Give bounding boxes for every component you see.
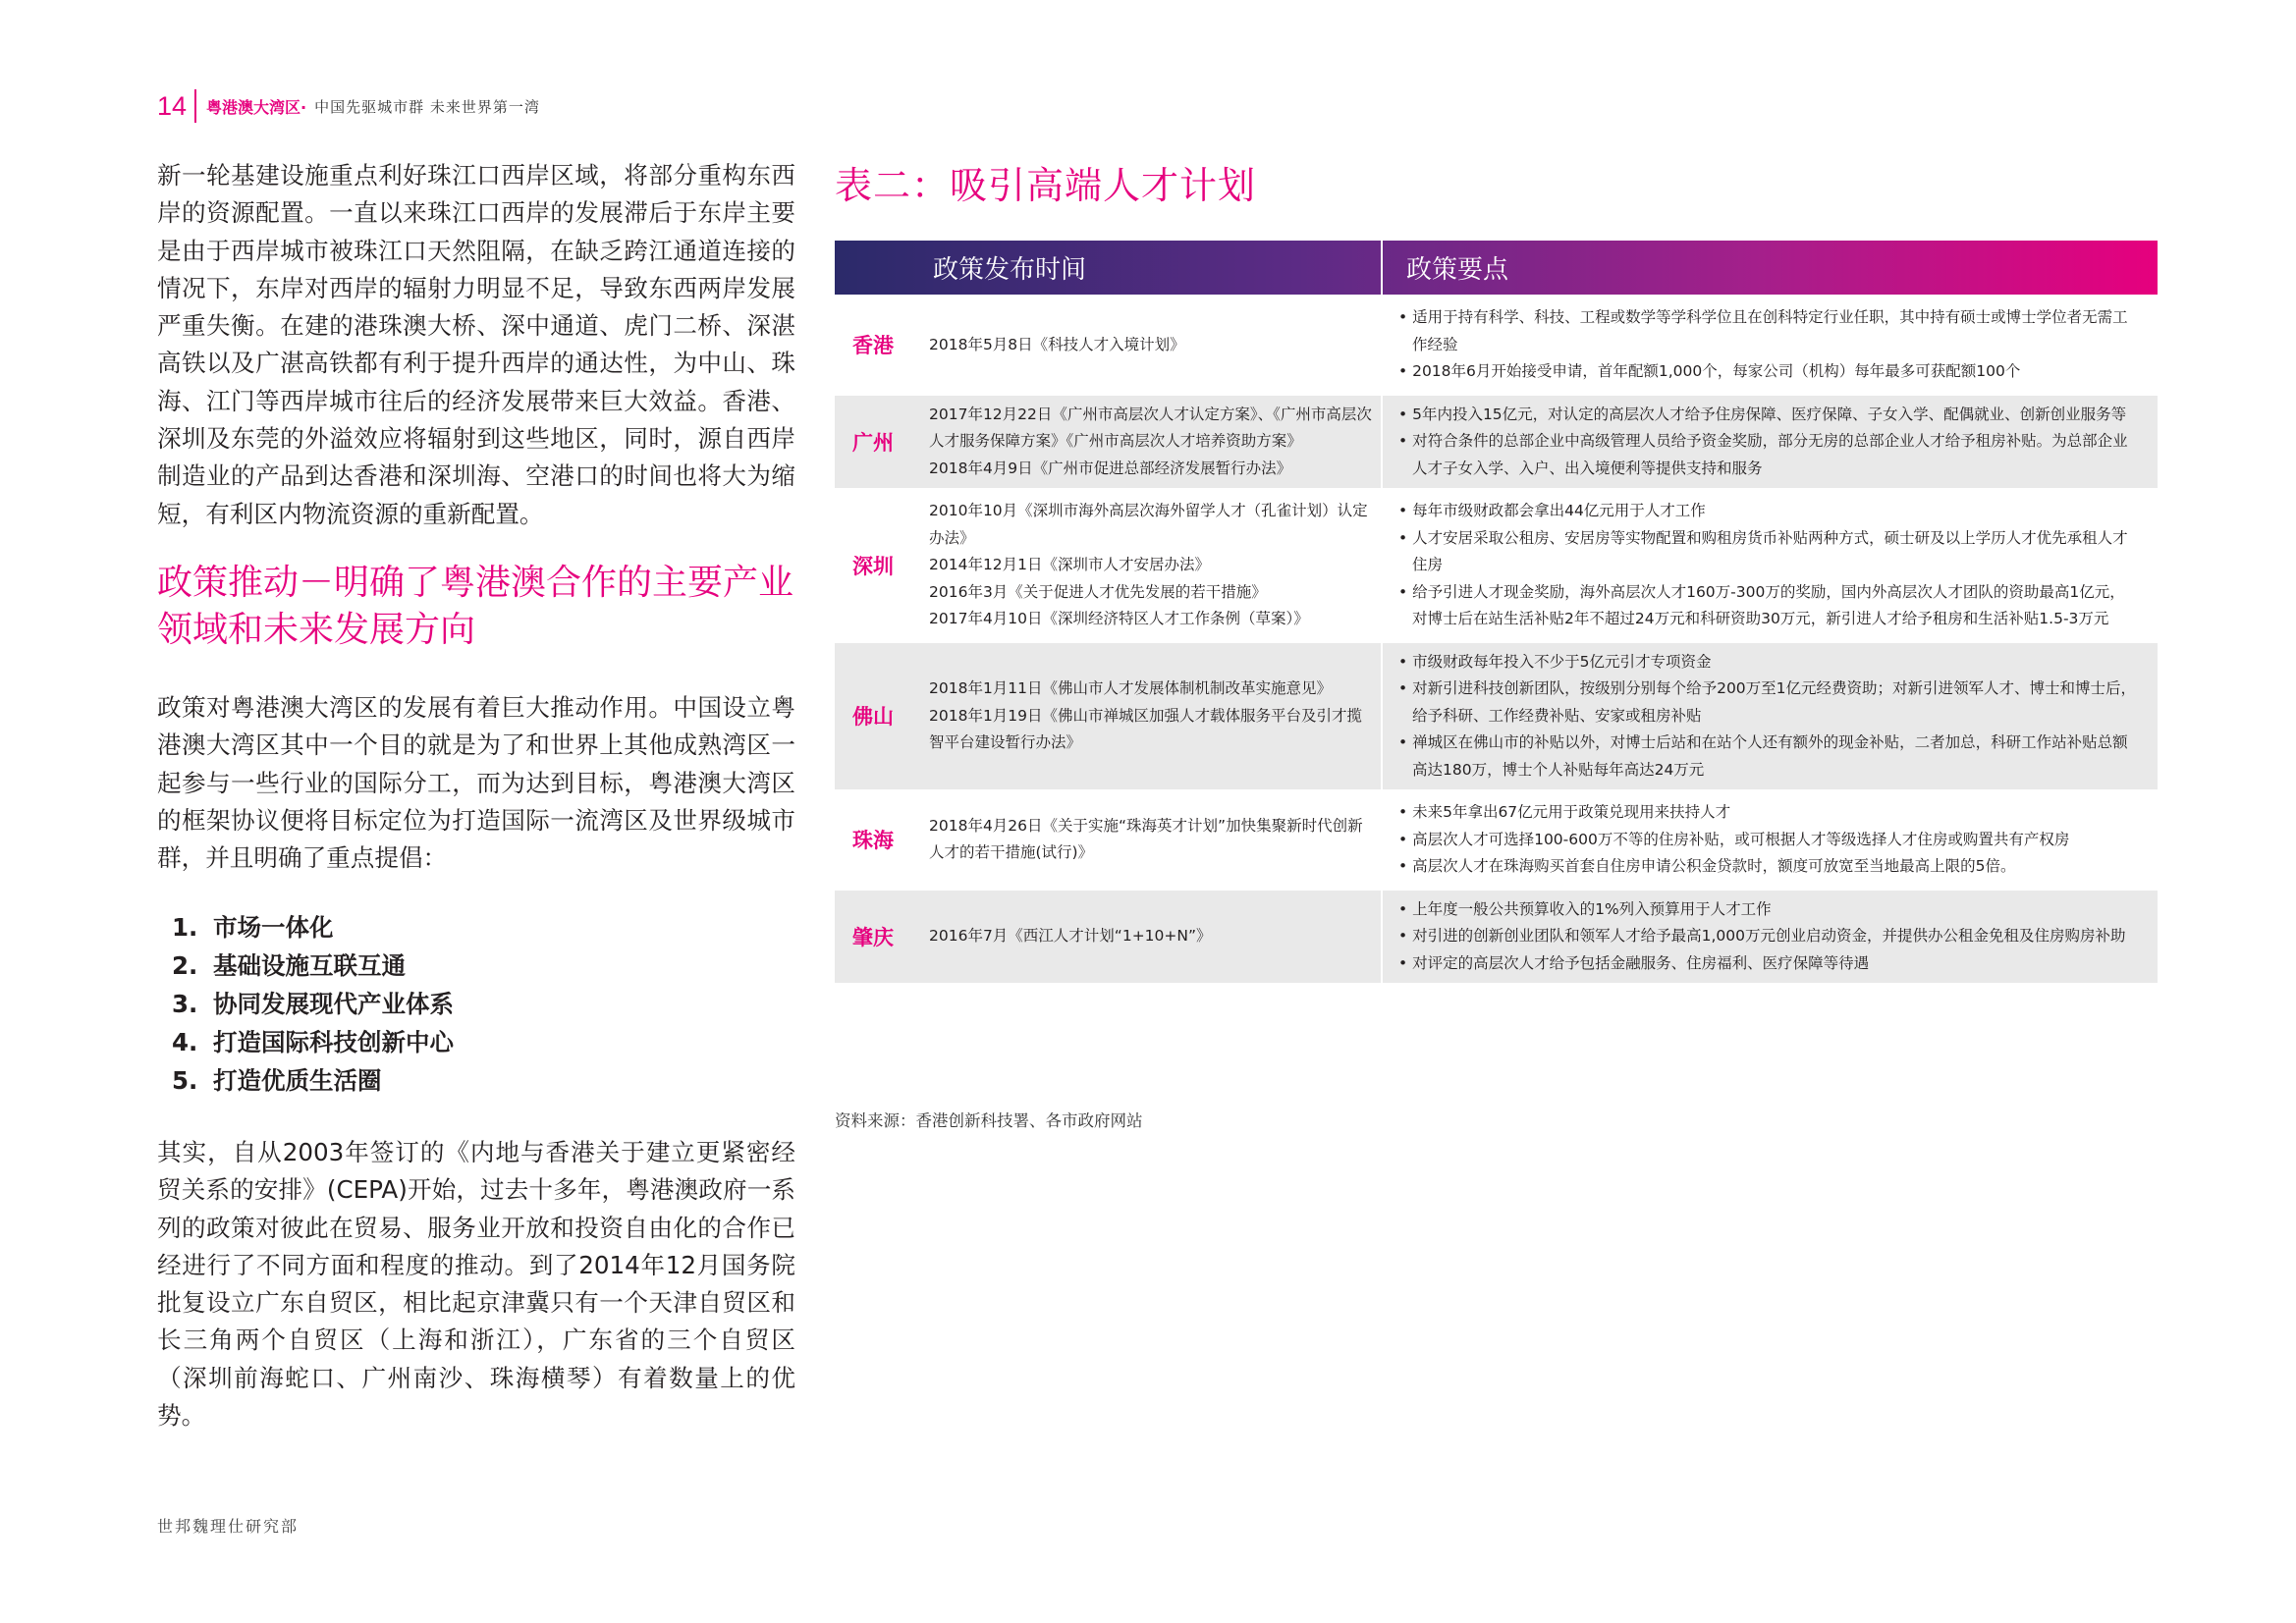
policy-point: • 高层次人才在珠海购买首套自住房申请公积金贷款时，额度可放宽至当地最高上限的5倍。: [1398, 853, 2138, 881]
footer-org: 世邦魏理仕研究部: [157, 1517, 300, 1536]
policy-point: • 对新引进科技创新团队，按级别分别每个给予200万至1亿元经费资助；对新引进领军人才、博士和博士后，给予科研、工作经费补贴、安家或租房补贴: [1398, 676, 2138, 730]
table-row: [835, 639, 2158, 790]
focus-item-number: 2.: [172, 951, 198, 980]
table-row: [835, 789, 2158, 887]
focus-item-text: 市场一体化: [213, 913, 334, 942]
policy-point: • 适用于持有科学、科技、工程或数学等学科学位且在创科特定行业任职，其中持有硕士或博士学位者无需工作经验: [1398, 304, 2138, 358]
policy-point: • 每年市级财政都会拿出44亿元用于人才工作: [1398, 498, 2138, 525]
table-header-row: [835, 241, 2158, 295]
focus-item: [172, 908, 454, 947]
policy-point: • 上年度一般公共预算收入的1%列入预算用于人才工作: [1398, 896, 2138, 924]
table-source: 资料来源：香港创新科技署、各市政府网站: [835, 1111, 1143, 1130]
policy-point: • 给予引进人才现金奖励，海外高层次人才160万-300万的奖励，国内外高层次人才团队的资助最高1亿元，对博士后在站生活补贴2年不超过24万元和科研资助30万元，新引进人才给予租房和生活补贴1.5-3万元: [1398, 579, 2138, 633]
city-name: 珠海: [852, 829, 894, 853]
focus-item: [172, 985, 454, 1023]
policy-point: • 市级财政每年投入不少于5亿元引才专项资金: [1398, 649, 2138, 676]
header-divider: [194, 89, 196, 123]
focus-item-text: 协同发展现代产业体系: [213, 990, 454, 1018]
page-header: [157, 86, 540, 126]
policy-points: [1383, 891, 2158, 984]
focus-item: [172, 1061, 454, 1100]
focus-item-number: 5.: [172, 1066, 198, 1095]
policy-paragraph: 政策对粤港澳大湾区的发展有着巨大推动作用。中国设立粤港澳大湾区其中一个目的就是为了和世界上其他成熟湾区一起参与一些行业的国际分工，而为达到目标，粤港澳大湾区的框架协议便将目标定位为打造国际一流湾区及世界级城市群，并且明确了重点提倡：: [157, 693, 795, 873]
intro-column: [157, 157, 795, 533]
policy-date-entry: 2018年1月11日《佛山市人才发展体制机制改革实施意见》: [929, 679, 1333, 697]
intro-paragraph: 新一轮基建设施重点利好珠江口西岸区域，将部分重构东西岸的资源配置。一直以来珠江口西岸的发展滞后于东岸主要是由于西岸城市被珠江口天然阻隔，在缺乏跨江通道连接的情况下，东岸对西岸的辐射力明显不足，导致东西两岸发展严重失衡。在建的港珠澳大桥、深中通道、虎门二桥、深湛高铁以及广湛高铁都有利于提升西岸的通达性，为中山、珠海、江门等西岸城市往后的经济发展带来巨大效益。香港、深圳及东莞的外溢效应将辐射到这些地区，同时，源自西岸制造业的产品到达香港和深圳海、空港口的时间也将大为缩短，有利区内物流资源的重新配置。: [157, 161, 795, 528]
closing-paragraph: 其实，自从2003年签订的《内地与香港关于建立更紧密经贸关系的安排》(CEPA)开始，过去十多年，粤港澳政府一系列的政策对彼此在贸易、服务业开放和投资自由化的合作已经进行了不同方面和程度的推动。到了2014年12月国务院批复设立广东自贸区，相比起京津冀只有一个天津自贸区和长三角两个自贸区（上海和浙江），广东省的三个自贸区（深圳前海蛇口、广州南沙、珠海横琴）有着数量上的优势。: [157, 1138, 795, 1431]
focus-item: [172, 1023, 454, 1061]
policy-dates: [911, 643, 1383, 790]
policy-dates: [911, 298, 1383, 392]
policy-dates: [911, 492, 1383, 639]
header-slogan: 中国先驱城市群 未来世界第一湾: [314, 97, 540, 116]
header-policy-time: 政策发布时间: [835, 241, 1383, 295]
city-name: 广州: [852, 430, 894, 455]
policy-points: [1383, 793, 2158, 887]
focus-item-number: 3.: [172, 990, 198, 1018]
talent-policy-table: [835, 241, 2158, 983]
policy-date-entry: 2018年5月8日《科技人才入境计划》: [929, 335, 1185, 353]
policy-paragraph-block: [157, 689, 795, 877]
policy-date-entry: 2018年4月26日《关于实施“珠海英才计划”加快集聚新时代创新人才的若干措施(试行)》: [929, 816, 1363, 862]
closing-paragraph-block: [157, 1134, 795, 1434]
city-name: 肇庆: [852, 925, 894, 949]
header-policy-points: 政策要点: [1406, 255, 1509, 285]
policy-date-entry: 2018年4月9日《广州市促进总部经济发展暂行办法》: [929, 459, 1292, 477]
city-name: 佛山: [852, 705, 894, 730]
section-title: 政策推动－明确了粤港澳合作的主要产业领域和未来发展方向: [157, 563, 794, 650]
policy-point: • 2018年6月开始接受申请，首年配额1,000个，每家公司（机构）每年最多可获配额100个: [1398, 358, 2138, 386]
policy-points: [1383, 396, 2158, 489]
table-body: [835, 295, 2158, 983]
focus-item-number: 1.: [172, 913, 198, 942]
table-title: 表二：吸引高端人才计划: [835, 164, 1257, 207]
page-number: 14: [157, 90, 188, 121]
city-name: 香港: [852, 334, 894, 358]
policy-point: • 对引进的创新创业团队和领军人才给予最高1,000万元创业启动资金，并提供办公租金免租及住房购房补助: [1398, 923, 2138, 950]
focus-item: [172, 947, 454, 985]
policy-point: • 对评定的高层次人才给予包括金融服务、住房福利、医疗保障等待遇: [1398, 950, 2138, 978]
policy-date-entry: 2016年3月《关于促进人才优先发展的若干措施》: [929, 582, 1267, 601]
table-row: [835, 392, 2158, 489]
policy-point: • 未来5年拿出67亿元用于政策兑现用来扶持人才: [1398, 799, 2138, 827]
policy-point: • 高层次人才可选择100-600万不等的住房补贴，或可根据人才等级选择人才住房或购置共有产权房: [1398, 827, 2138, 854]
policy-dates: [911, 891, 1383, 984]
policy-date-entry: 2010年10月《深圳市海外高层次海外留学人才（孔雀计划）认定办法》: [929, 502, 1368, 547]
table-row: [835, 295, 2158, 392]
policy-point: • 禅城区在佛山市的补贴以外，对博士后站和在站个人还有额外的现金补贴，二者加总，科研工作站补贴总额高达180万，博士个人补贴每年高达24万元: [1398, 730, 2138, 784]
policy-points: [1383, 492, 2158, 639]
policy-date-entry: 2014年12月1日《深圳市人才安居办法》: [929, 556, 1211, 573]
focus-list: [172, 908, 454, 1100]
policy-point: • 5年内投入15亿元，对认定的高层次人才给予住房保障、医疗保障、子女入学、配偶就业、创新创业服务等: [1398, 402, 2138, 429]
table-row: [835, 488, 2158, 639]
policy-date-entry: 2018年1月19日《佛山市禅城区加强人才载体服务平台及引才揽智平台建设暂行办法》: [929, 706, 1363, 751]
policy-date-entry: 2017年12月22日《广州市高层次人才认定方案》、《广州市高层次人才服务保障方案》《广州市高层次人才培养资助方案》: [929, 405, 1372, 450]
city-name: 深圳: [852, 554, 894, 578]
focus-item-text: 打造国际科技创新中心: [213, 1028, 454, 1056]
policy-points: [1383, 298, 2158, 392]
policy-point: • 对符合条件的总部企业中高级管理人员给予资金奖励，部分无房的总部企业人才给予租房补贴。为总部企业人才子女入学、入户、出入境便利等提供支持和服务: [1398, 428, 2138, 482]
focus-item-text: 基础设施互联互通: [213, 951, 406, 980]
focus-item-text: 打造优质生活圈: [213, 1066, 382, 1095]
table-row: [835, 887, 2158, 984]
policy-dates: [911, 396, 1383, 489]
focus-item-number: 4.: [172, 1028, 198, 1056]
policy-point: • 人才安居采取公租房、安居房等实物配置和购租房货币补贴两种方式，硕士研及以上学历人才优先承租人才住房: [1398, 525, 2138, 579]
header-brand: 粤港澳大湾区·: [206, 97, 307, 117]
policy-points: [1383, 643, 2158, 790]
policy-dates: [911, 793, 1383, 887]
policy-date-entry: 2016年7月《西江人才计划“1+10+N”》: [929, 927, 1212, 945]
policy-date-entry: 2017年4月10日《深圳经济特区人才工作条例（草案）》: [929, 610, 1309, 627]
